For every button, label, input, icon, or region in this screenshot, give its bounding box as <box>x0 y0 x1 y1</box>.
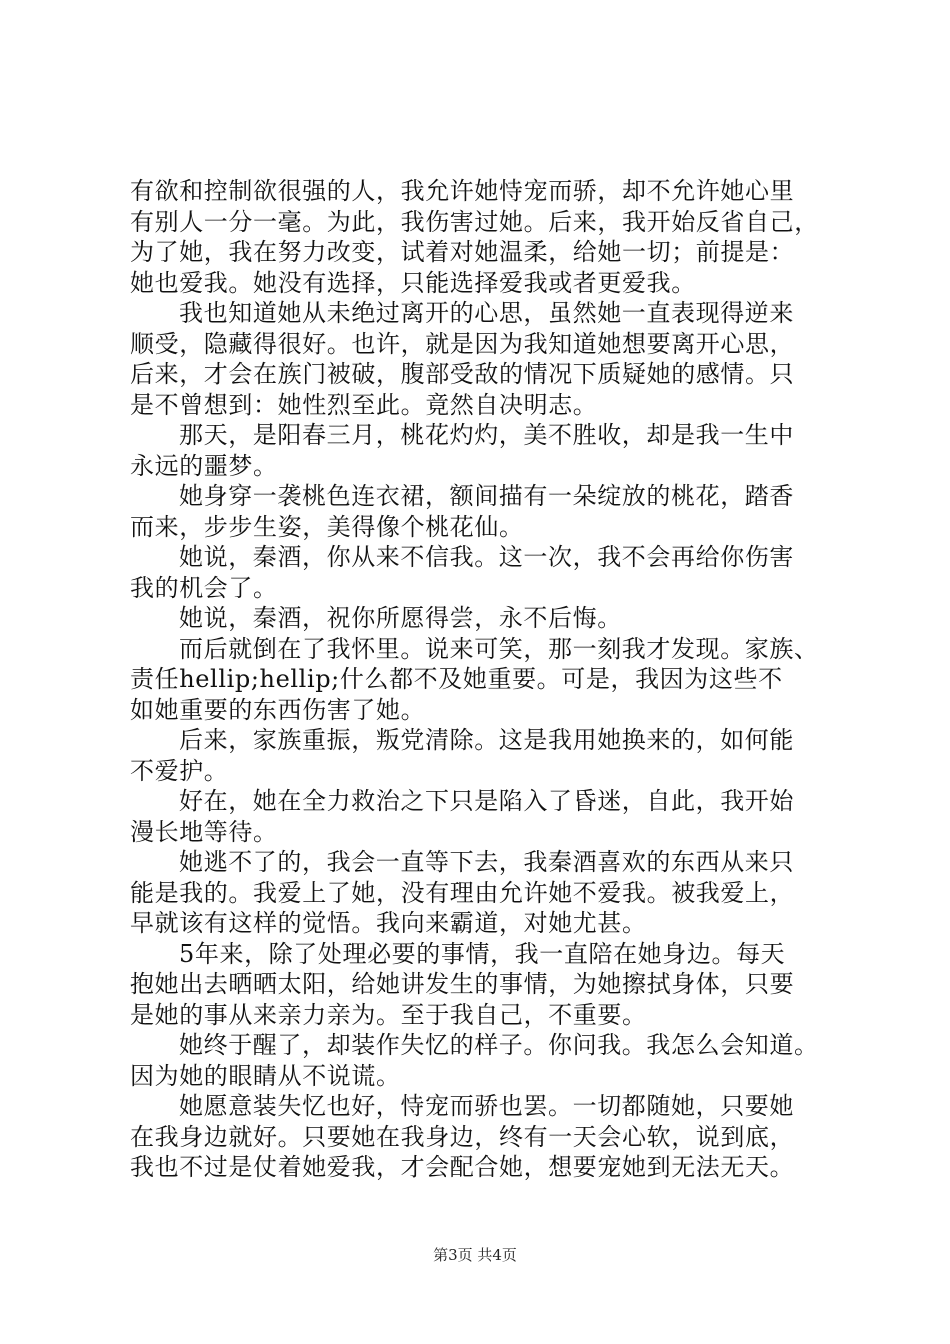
text-line: 后来，才会在族门被破，腹部受敌的情况下质疑她的感情。只 <box>130 360 795 388</box>
text-line: 因为她的眼睛从不说谎。 <box>130 1061 401 1090</box>
text-line: 她身穿一袭桃色连衣裙，额间描有一朵绽放的桃花，踏香 <box>179 482 794 510</box>
text-line: 5年来，除了处理必要的事情，我一直陪在她身边。每天 <box>179 939 786 968</box>
text-line: 她愿意装失忆也好，恃宠而骄也罢。一切都随她，只要她 <box>179 1092 794 1120</box>
text-line: 而后就倒在了我怀里。说来可笑，那一刻我才发现。家族、 <box>179 634 819 663</box>
text-line: 有别人一分一毫。为此，我伤害过她。后来，我开始反省自己， <box>130 207 819 236</box>
text-line: 能是我的。我爱上了她，没有理由允许她不爱我。被我爱上， <box>130 878 795 907</box>
text-line: 如她重要的东西伤害了她。 <box>130 695 426 724</box>
text-line: 顺受，隐藏得很好。也许，就是因为我知道她想要离开心思， <box>130 329 795 358</box>
text-line: 好在，她在全力救治之下只是陷入了昏迷，自此，我开始 <box>179 787 794 815</box>
text-line: 责任hellip;hellip;什么都不及她重要。可是，我因为这些不 <box>130 665 783 693</box>
text-line: 漫长地等待。 <box>130 817 278 846</box>
text-line: 有欲和控制欲很强的人，我允许她恃宠而骄，却不允许她心里 <box>130 177 795 205</box>
text-line: 那天，是阳春三月，桃花灼灼，美不胜收，却是我一生中 <box>179 421 794 449</box>
text-line: 她说，秦酒，你从来不信我。这一次，我不会再给你伤害 <box>179 543 794 571</box>
text-line: 抱她出去晒晒太阳，给她讲发生的事情，为她擦拭身体，只要 <box>130 970 795 998</box>
page-footer: 第3页 共4页 <box>433 1246 517 1264</box>
text-line: 我也知道她从未绝过离开的心思，虽然她一直表现得逆来 <box>179 299 794 327</box>
text-line: 不爱护。 <box>130 756 229 785</box>
text-line: 她也爱我。她没有选择，只能选择爱我或者更爱我。 <box>130 268 696 297</box>
text-line: 早就该有这样的觉悟。我向来霸道，对她尤甚。 <box>130 909 647 937</box>
text-line: 在我身边就好。只要她在我身边，终有一天会心软，说到底， <box>130 1122 795 1151</box>
text-line: 我的机会了。 <box>130 573 278 602</box>
text-line: 而来，步步生姿，美得像个桃花仙。 <box>130 512 524 541</box>
text-line: 是不曾想到：她性烈至此。竟然自决明志。 <box>130 390 598 419</box>
body-text <box>130 176 830 1183</box>
text-line: 永远的噩梦。 <box>130 451 278 480</box>
text-line: 是她的事从来亲力亲为。至于我自己，不重要。 <box>130 1000 647 1029</box>
text-line: 后来，家族重振，叛党清除。这是我用她换来的，如何能 <box>179 726 794 754</box>
text-line: 她逃不了的，我会一直等下去，我秦酒喜欢的东西从来只 <box>179 848 794 876</box>
text-line: 她说，秦酒，祝你所愿得尝，永不后悔。 <box>179 604 622 632</box>
text-line: 我也不过是仗着她爱我，才会配合她，想要宠她到无法无天。 <box>130 1153 795 1181</box>
text-line: 她终于醒了，却装作失忆的样子。你问我。我怎么会知道。 <box>179 1031 819 1059</box>
text-line: 为了她，我在努力改变，试着对她温柔，给她一切；前提是： <box>130 238 795 266</box>
